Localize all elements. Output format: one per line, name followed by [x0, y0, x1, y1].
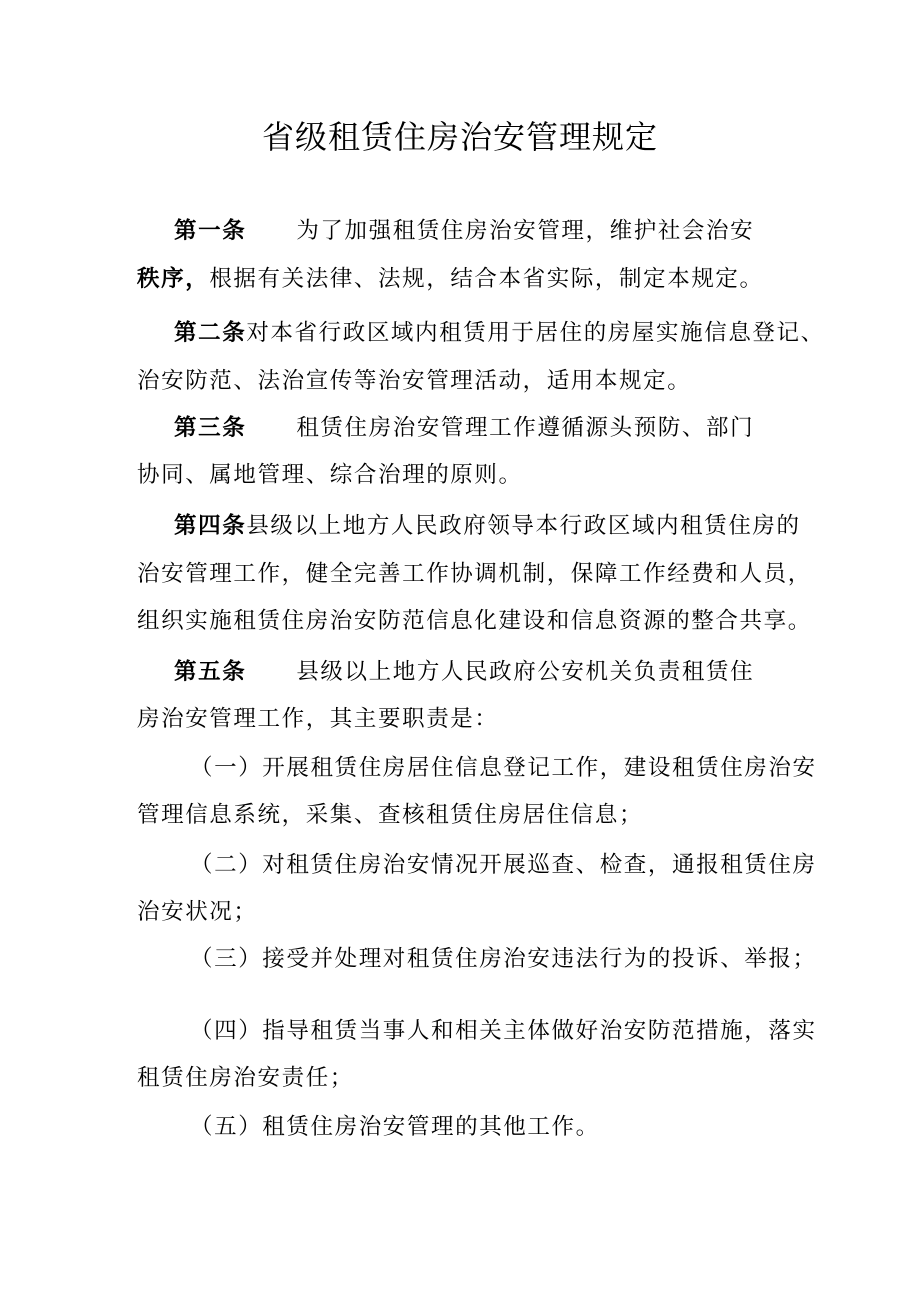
article5-item4-line2	[137, 1062, 354, 1094]
article5-item4-text2: 租赁住房治安责任；	[137, 1065, 354, 1091]
article5-item2-text1: （二）对租赁住房治安情况开展巡查、检查，通报租赁住房	[190, 852, 817, 878]
article5-item3-text1: （三）接受并处理对租赁住房治安违法行为的投诉、举报；	[190, 946, 817, 972]
article1-heading: 第一条	[174, 218, 247, 244]
article4-text1: 县级以上地方人民政府领导本行政区域内租赁住房的	[246, 513, 801, 539]
article5-item1-line1	[190, 752, 817, 784]
article4-line2	[137, 558, 812, 590]
article5-item5-line1	[190, 1111, 600, 1143]
article3-text1: 租赁住房治安管理工作遵循源头预防、部门	[296, 415, 755, 441]
document-title: 省级租赁住房治安管理规定	[261, 118, 658, 156]
article4-heading: 第四条	[174, 513, 247, 539]
article5-line1	[174, 656, 754, 688]
article5-item1-text2: 管理信息系统，采集、查核租赁住房居住信息；	[137, 802, 644, 828]
article5-item2-line2	[137, 896, 258, 928]
article5-item4-text1: （四）指导租赁当事人和相关主体做好治安防范措施，落实	[190, 1018, 817, 1044]
article5-item2-line1	[190, 849, 817, 881]
article5-text2: 房治安管理工作，其主要职责是：	[137, 706, 499, 732]
article5-item3-line1	[190, 943, 817, 975]
article5-item4-line1	[190, 1015, 817, 1047]
article5-line2	[137, 703, 499, 735]
article4-line1	[174, 510, 801, 542]
article2-line2	[137, 365, 691, 397]
article1-text2: 根据有关法律、法规，结合本省实际，制定本规定。	[209, 266, 764, 292]
article2-text1: 对本省行政区域内租赁用于居住的房屋实施信息登记、	[246, 320, 825, 346]
article2-line1	[174, 317, 825, 349]
article1-line2	[137, 263, 764, 295]
article3-text2: 协同、属地管理、综合治理的原则。	[137, 462, 523, 488]
article3-heading: 第三条	[174, 415, 247, 441]
article1-text1: 为了加强租赁住房治安管理，维护社会治安	[296, 218, 755, 244]
article2-heading: 第二条	[174, 320, 247, 346]
article5-item5-text1: （五）租赁住房治安管理的其他工作。	[190, 1114, 600, 1140]
article1-line1	[174, 215, 754, 247]
article5-item1-line2	[137, 799, 643, 831]
article4-text2: 治安管理工作，健全完善工作协调机制，保障工作经费和人员，	[137, 561, 812, 587]
article4-text3: 组织实施租赁住房治安防范信息化建设和信息资源的整合共享。	[137, 608, 812, 634]
article5-item1-text1: （一）开展租赁住房居住信息登记工作，建设租赁住房治安	[190, 755, 817, 781]
article5-text1: 县级以上地方人民政府公安机关负责租赁住	[296, 659, 755, 685]
article4-line3	[137, 605, 812, 637]
article2-text2: 治安防范、法治宣传等治安管理活动，适用本规定。	[137, 368, 692, 394]
article1-lead2: 秩序，	[137, 266, 210, 292]
article3-line1	[174, 412, 754, 444]
article5-heading: 第五条	[174, 659, 247, 685]
article5-item2-text2: 治安状况；	[137, 899, 258, 925]
article3-line2	[137, 459, 523, 491]
